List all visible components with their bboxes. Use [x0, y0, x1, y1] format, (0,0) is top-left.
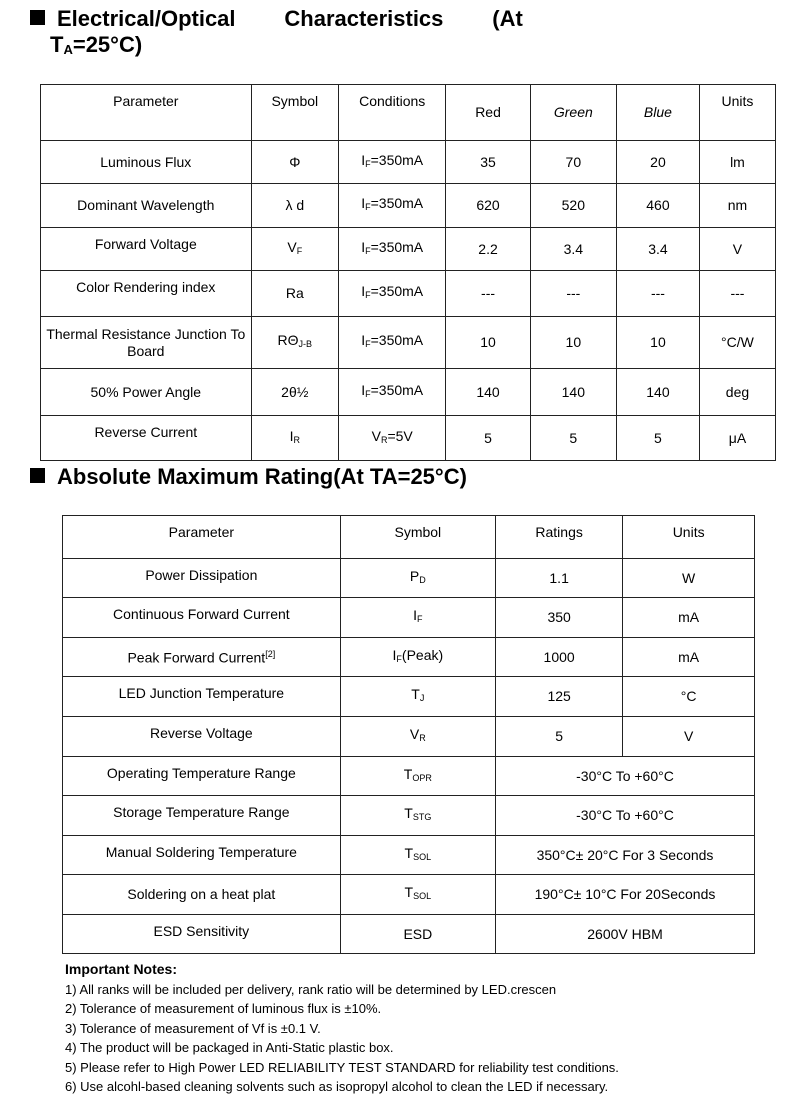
table-cell — [340, 559, 495, 598]
cell-text: λ d — [285, 197, 305, 213]
header-cell-symbol — [251, 85, 338, 141]
table-cell — [495, 836, 754, 875]
note-item: 3) Tolerance of measurement of Vf is ±0.1 V. — [65, 1020, 321, 1036]
table-row — [63, 836, 755, 875]
cell-text: 35 — [480, 153, 496, 170]
cell-text: 10 — [480, 334, 496, 350]
cell-text: 20 — [650, 153, 666, 170]
table-cell — [616, 184, 699, 228]
table-header-row — [63, 516, 755, 559]
table-cell — [339, 369, 446, 416]
footnote-ref: [2] — [265, 649, 276, 659]
cell-subscript: R — [380, 434, 388, 445]
table-cell — [251, 271, 338, 317]
cell-text: 350°C± 20°C For 3 Seconds — [536, 846, 714, 863]
cell-text: LED Junction Temperature — [118, 685, 285, 701]
cell-text: ESD Sensitivity — [153, 923, 250, 939]
table-cell — [63, 757, 341, 796]
table-cell — [339, 228, 446, 271]
header-label: Symbol — [271, 93, 319, 109]
table-row — [63, 875, 755, 915]
table-cell — [616, 271, 699, 317]
table-cell — [63, 836, 341, 875]
cell-subscript: F — [417, 614, 423, 624]
cell-text-rest: =350mA — [370, 381, 424, 398]
table-cell — [446, 416, 530, 461]
cell-text: Soldering on a heat plat — [127, 886, 276, 902]
table-cell — [495, 638, 622, 677]
table-cell — [446, 184, 530, 228]
cell-text: Luminous Flux — [100, 153, 192, 170]
table-cell — [251, 228, 338, 271]
cell-text: V — [371, 427, 381, 444]
table-cell — [699, 271, 775, 317]
table-cell — [340, 796, 495, 836]
table-cell — [616, 317, 699, 369]
cell-text: 1.1 — [549, 569, 569, 586]
header-cell-red — [446, 85, 530, 141]
table-cell — [446, 317, 530, 369]
table-row — [41, 141, 776, 184]
table-cell — [495, 757, 754, 796]
table-cell — [495, 915, 754, 954]
cell-text: RΘ — [277, 332, 299, 348]
cell-text: 350 — [547, 609, 571, 625]
table-row — [63, 559, 755, 598]
cell-text: Continuous Forward Current — [113, 606, 290, 622]
table-cell — [616, 369, 699, 416]
cell-text: --- — [730, 285, 745, 301]
cell-text: I — [289, 427, 294, 444]
table-cell — [495, 717, 622, 757]
cell-text: 5 — [555, 728, 564, 744]
table-cell — [699, 369, 775, 416]
table-cell — [495, 559, 622, 598]
cell-text: 50% Power Angle — [90, 383, 202, 400]
table-cell — [699, 416, 775, 461]
cell-text: nm — [727, 197, 748, 213]
cell-subscript: J — [419, 693, 425, 703]
header-label: Units — [721, 93, 754, 109]
cell-text: V — [409, 726, 420, 742]
cell-subscript: F — [365, 290, 371, 300]
header-label: Ratings — [535, 524, 583, 540]
header-label: Conditions — [359, 93, 426, 109]
cell-text: deg — [725, 383, 750, 400]
cell-subscript: R — [419, 733, 426, 743]
table-row — [41, 271, 776, 317]
table-cell — [63, 598, 341, 638]
table-cell — [340, 638, 495, 677]
table-cell — [339, 271, 446, 317]
cell-text: I — [361, 332, 366, 348]
header-cell-units — [623, 516, 755, 559]
table-cell — [63, 796, 341, 836]
cell-text: °C/W — [721, 334, 754, 350]
table-row — [63, 915, 755, 954]
cell-subscript: F — [365, 202, 371, 212]
table-cell — [340, 677, 495, 717]
cell-text: V — [683, 728, 694, 744]
table-row — [63, 598, 755, 638]
cell-text: 5 — [484, 429, 492, 446]
cell-text: --- — [650, 285, 665, 301]
cell-text: T — [404, 805, 413, 821]
cell-text: 2.2 — [478, 240, 498, 257]
bullet-square-icon — [30, 468, 45, 483]
table-cell — [623, 559, 755, 598]
header-label: Green — [553, 104, 593, 120]
cell-text: V — [287, 238, 297, 255]
cell-subscript: J-B — [298, 339, 313, 349]
cell-text: Power Dissipation — [145, 567, 258, 583]
cell-text: 140 — [476, 383, 500, 400]
table-cell — [530, 141, 616, 184]
cell-text: 2600V HBM — [587, 925, 663, 942]
table-cell — [340, 717, 495, 757]
table-row — [41, 184, 776, 228]
table-row — [41, 416, 776, 461]
cell-subscript: STG — [412, 812, 432, 822]
cell-subscript: F — [365, 245, 371, 256]
cell-text: I — [361, 381, 366, 398]
cell-subscript: F — [296, 245, 303, 256]
table-cell — [339, 141, 446, 184]
table-cell — [41, 317, 252, 369]
cell-text-rest: =5V — [387, 427, 413, 444]
cell-text: 1000 — [543, 648, 575, 665]
cell-text: I — [361, 151, 366, 168]
header-cell-parameter — [41, 85, 252, 141]
table-cell — [699, 141, 775, 184]
cell-text: Ra — [285, 285, 304, 301]
table-row — [63, 638, 755, 677]
cell-text: 10 — [650, 334, 666, 350]
cell-text: μA — [728, 429, 747, 446]
cell-text: T — [404, 844, 414, 861]
cell-text: -30°C To +60°C — [576, 807, 674, 823]
note-item: 2) Tolerance of measurement of luminous flux is ±10%. — [65, 1001, 382, 1016]
cell-text: P — [409, 567, 420, 584]
header-label: Symbol — [394, 524, 442, 540]
cell-text: T — [411, 686, 420, 702]
cell-text: --- — [481, 285, 496, 301]
table-cell — [340, 757, 495, 796]
table-cell — [530, 317, 616, 369]
table-cell — [340, 598, 495, 638]
cell-text: 70 — [565, 153, 582, 170]
table-cell — [339, 184, 446, 228]
cell-text-rest: =350mA — [370, 151, 424, 168]
cell-text: 520 — [561, 197, 585, 213]
table-row — [63, 757, 755, 796]
header-cell-blue — [616, 85, 699, 141]
cell-text: mA — [678, 609, 700, 625]
cell-subscript: SOL — [413, 851, 432, 862]
header-label: Red — [475, 104, 501, 120]
cell-text: Reverse Current — [94, 424, 198, 440]
cell-text-rest: =350mA — [370, 332, 424, 348]
cell-text: mA — [678, 648, 700, 665]
table-cell — [251, 184, 338, 228]
table-cell — [41, 369, 252, 416]
cell-subscript: SOL — [413, 891, 432, 901]
table-cell — [446, 271, 530, 317]
table-cell — [616, 228, 699, 271]
cell-subscript: OPR — [412, 772, 432, 783]
table-cell — [530, 228, 616, 271]
table-cell — [63, 717, 341, 757]
table-cell — [446, 228, 530, 271]
table-cell — [616, 416, 699, 461]
cell-text-rest: (Peak) — [401, 646, 444, 663]
cell-text: I — [361, 195, 366, 211]
cell-text: I — [361, 283, 366, 299]
table-cell — [63, 559, 341, 598]
header-label: Units — [672, 524, 705, 540]
table-cell — [63, 875, 341, 915]
table-cell — [616, 141, 699, 184]
bullet-square-icon — [30, 10, 45, 25]
cell-subscript: F — [365, 339, 371, 349]
cell-subscript: D — [419, 574, 426, 585]
cell-text: 620 — [476, 197, 500, 213]
header-cell-symbol — [340, 516, 495, 559]
cell-text: Φ — [289, 153, 301, 170]
table-cell — [340, 836, 495, 875]
cell-text: 3.4 — [648, 240, 668, 257]
table-header-row — [41, 85, 776, 141]
table-cell — [530, 184, 616, 228]
cell-subscript: F — [365, 388, 371, 399]
cell-text: I — [392, 646, 397, 663]
table-cell — [63, 638, 341, 677]
cell-text: 190°C± 10°C For 20Seconds — [534, 886, 716, 902]
cell-text: 140 — [561, 383, 585, 400]
table-cell — [495, 796, 754, 836]
table-cell — [41, 228, 252, 271]
cell-text-rest: =350mA — [370, 238, 424, 255]
table-cell — [699, 317, 775, 369]
table-cell — [699, 184, 775, 228]
cell-subscript: F — [365, 158, 371, 169]
note-item: 4) The product will be packaged in Anti-Static plastic box. — [65, 1040, 394, 1055]
cell-text: I — [361, 238, 366, 255]
header-cell-green — [530, 85, 616, 141]
table-row — [41, 369, 776, 416]
header-cell-parameter — [63, 516, 341, 559]
header-cell-ratings — [495, 516, 622, 559]
cell-text-rest: =350mA — [370, 283, 424, 299]
table-cell — [63, 915, 341, 954]
table-cell — [339, 317, 446, 369]
table-row — [63, 677, 755, 717]
note-item: 6) Use alcohl-based cleaning solvents such as isopropyl alcohol to clean the LED if necessary. — [65, 1079, 609, 1094]
table-cell — [340, 915, 495, 954]
table-cell — [530, 369, 616, 416]
table-cell — [495, 598, 622, 638]
cell-text: Manual Soldering Temperature — [105, 844, 297, 860]
cell-text: lm — [730, 153, 745, 170]
cell-text: Peak Forward Current — [127, 649, 266, 666]
table-cell — [446, 369, 530, 416]
table-cell — [530, 416, 616, 461]
table-cell — [495, 875, 754, 915]
cell-text: 5 — [654, 429, 662, 446]
table-cell — [251, 317, 338, 369]
cell-subscript: R — [293, 434, 300, 445]
table-row — [63, 796, 755, 836]
table-cell — [340, 875, 495, 915]
cell-subscript: F — [396, 653, 402, 664]
header-cell-units — [699, 85, 775, 141]
table-cell — [623, 598, 755, 638]
cell-text: Reverse Voltage — [149, 725, 253, 741]
cell-text: 2θ½ — [281, 383, 309, 400]
section-title-absolute-max: Absolute Maximum Rating(At TA=25°C) — [30, 464, 467, 490]
cell-text: Color Rendering index — [76, 279, 216, 295]
cell-text: T — [404, 884, 414, 900]
table-cell — [41, 416, 252, 461]
cell-text: I — [413, 607, 418, 623]
cell-text: 3.4 — [563, 240, 584, 257]
table-cell — [699, 228, 775, 271]
table-cell — [623, 717, 755, 757]
table-cell — [251, 416, 338, 461]
table-cell — [495, 677, 622, 717]
notes-title: Important Notes: — [65, 961, 177, 977]
header-cell-conditions — [339, 85, 446, 141]
table-cell — [339, 416, 446, 461]
cell-text: 5 — [569, 429, 578, 446]
cell-text: 125 — [547, 688, 571, 704]
cell-text: T — [403, 765, 413, 782]
absolute-maximum-table — [62, 515, 755, 954]
note-item: 1) All ranks will be included per delivery, rank ratio will be determined by LED.crescen — [65, 981, 557, 997]
table-cell — [63, 677, 341, 717]
table-cell — [623, 677, 755, 717]
cell-text: W — [682, 569, 696, 586]
table-cell — [530, 271, 616, 317]
table-row — [41, 228, 776, 271]
cell-text: 460 — [646, 197, 670, 213]
cell-text: --- — [566, 285, 581, 301]
important-notes — [65, 960, 619, 1097]
header-label: Parameter — [168, 524, 235, 540]
table-cell — [446, 141, 530, 184]
cell-text: 140 — [646, 383, 670, 400]
note-item: 5) Please refer to High Power LED RELIABILITY TEST STANDARD for reliability test conditions. — [65, 1059, 619, 1075]
cell-text: -30°C To +60°C — [576, 767, 674, 784]
header-label: Parameter — [113, 93, 179, 109]
cell-text: Forward Voltage — [94, 236, 197, 252]
section-title-electrical: Electrical/Optical Characteristics (At $T_A=25^\circ C$) — [30, 6, 523, 63]
cell-text: Storage Temperature Range — [113, 804, 290, 820]
header-label: Blue — [643, 104, 672, 120]
table-row — [63, 717, 755, 757]
table-row — [41, 317, 776, 369]
cell-text: ESD — [403, 925, 433, 942]
cell-text-rest: =350mA — [370, 195, 424, 211]
table-cell — [41, 184, 252, 228]
cell-text: Thermal Resistance Junction To Board — [46, 325, 246, 359]
table-cell — [251, 369, 338, 416]
cell-text: 10 — [565, 334, 582, 350]
table-cell — [623, 638, 755, 677]
cell-text: °C — [680, 688, 697, 704]
cell-text: V — [732, 240, 743, 257]
table-cell — [41, 271, 252, 317]
table-cell — [41, 141, 252, 184]
cell-text: Operating Temperature Range — [106, 765, 296, 781]
table-cell — [251, 141, 338, 184]
electrical-optical-table — [40, 84, 776, 461]
cell-text: Dominant Wavelength — [77, 197, 215, 213]
